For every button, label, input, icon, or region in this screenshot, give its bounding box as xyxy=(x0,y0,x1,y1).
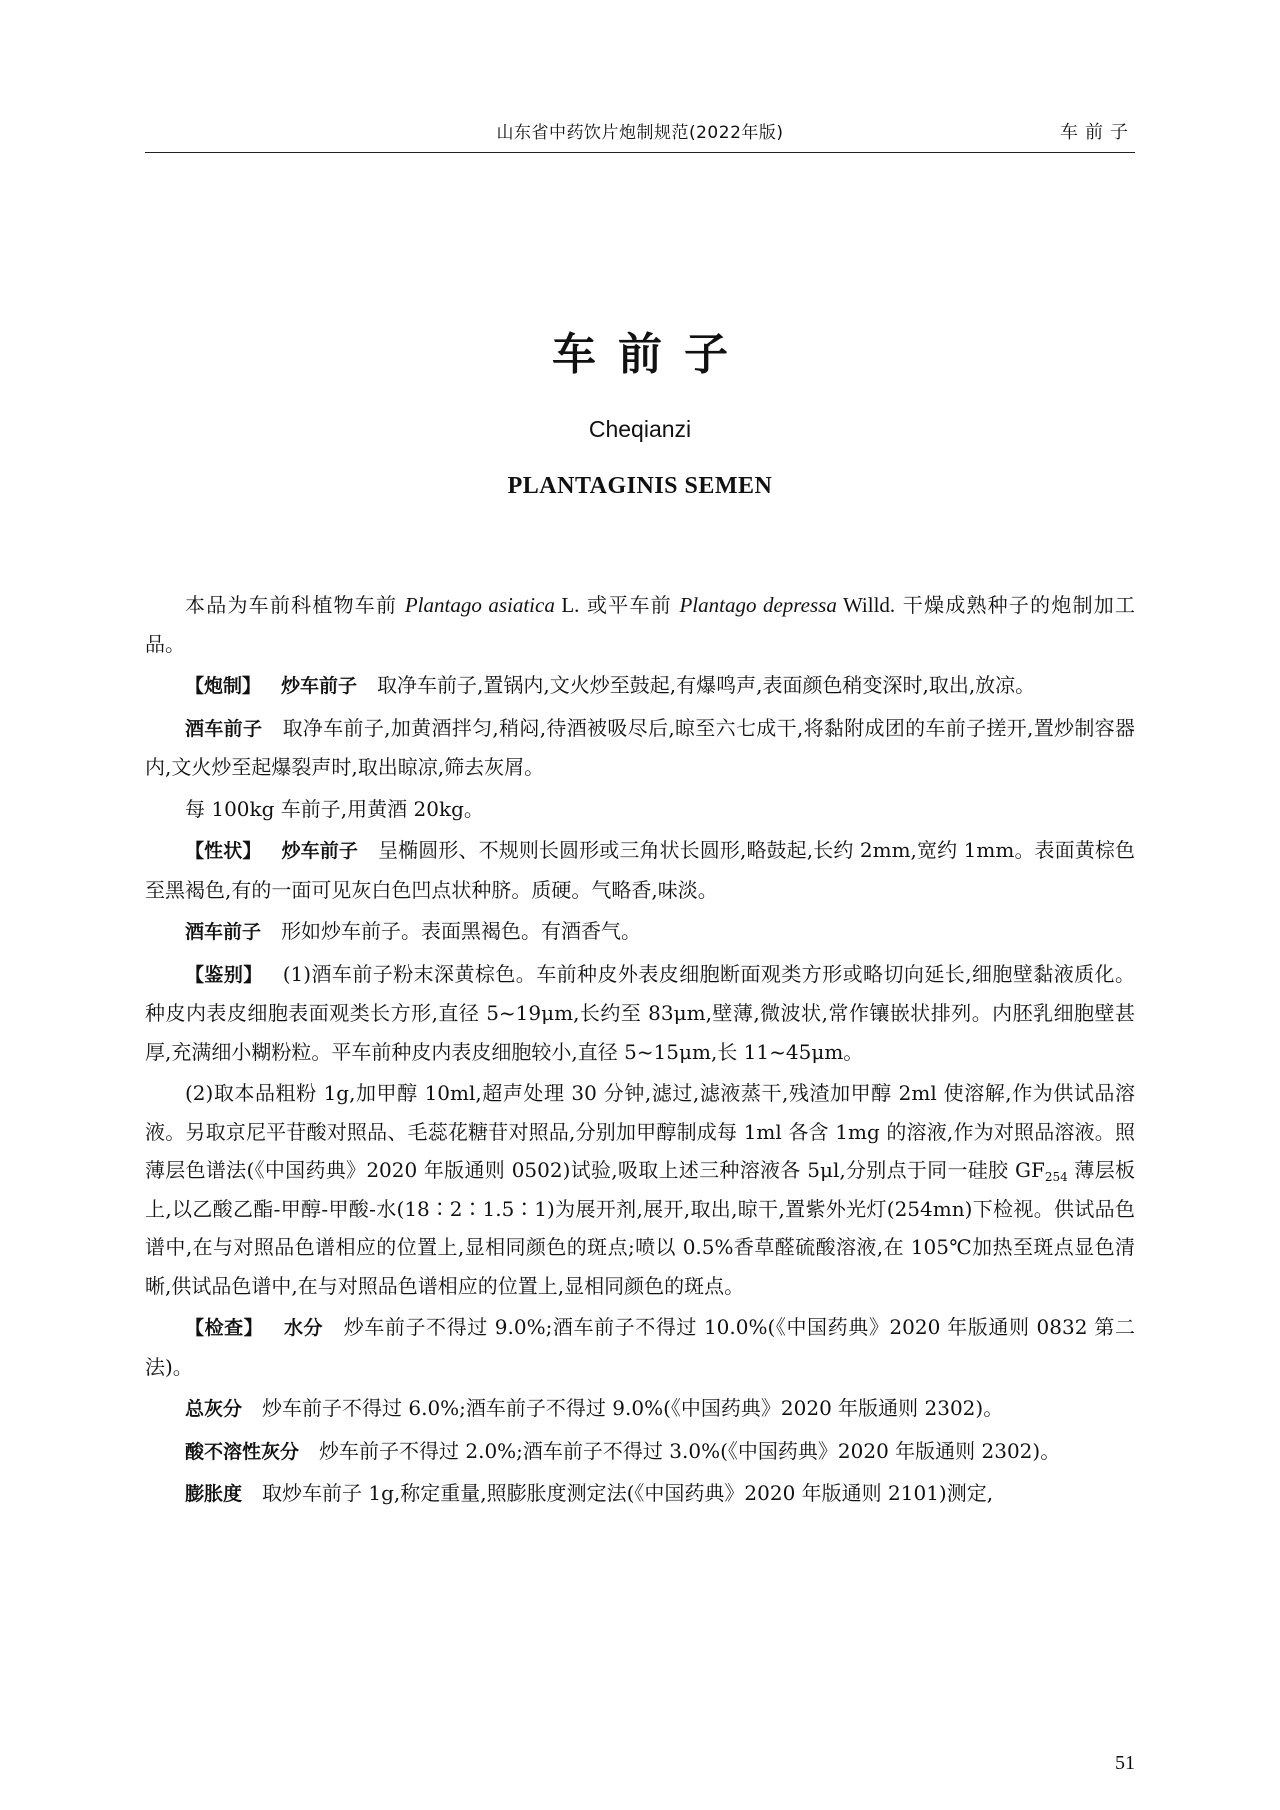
page-number: 51 xyxy=(1115,1752,1135,1774)
intro-text: 干燥成熟种子的炮制加工品。 xyxy=(145,593,1136,656)
inspection-paragraph xyxy=(145,1432,1135,1472)
item-name: 膨胀度 xyxy=(185,1483,243,1505)
species-name: Plantago depressa xyxy=(679,593,837,617)
running-title: 车前子 xyxy=(1060,122,1135,143)
species-author: Willd. xyxy=(836,593,896,617)
inspection-paragraph xyxy=(145,1474,1135,1514)
identification-paragraph xyxy=(145,1074,1135,1305)
item-text: (2)取本品粗粉 1g,加甲醇 10ml,超声处理 30 分钟,滤过,滤液蒸干,残渣加甲醇 2ml 使溶解,作为供试品溶液。另取京尼平苷酸对照品、毛蕊花糖苷对照品,分别加甲醇制成每 1ml 各含 1mg 的溶液,作为对照品溶液。照薄层色谱法(《中国药典》2020 年版通则 0502)试验,吸取上述三种溶液各 5μl,分别点于同一硅胶 GF xyxy=(145,1081,1135,1182)
item-text: 形如炒车前子。表面黑褐色。有酒香气。 xyxy=(281,919,642,943)
inspection-paragraph xyxy=(145,1308,1135,1386)
item-name: 酒车前子 xyxy=(185,921,262,943)
item-name: 炒车前子 xyxy=(281,840,358,862)
item-text: 呈椭圆形、不规则长圆形或三角状长圆形,略鼓起,长约 2mm,宽约 1mm。表面黄棕色至黑褐色,有的一面可见灰白色凹点状种脐。质硬。气略香,味淡。 xyxy=(145,838,1135,902)
item-text: 取炒车前子 1g,称定重量,照膨胀度测定法(《中国药典》2020 年版通则 2101)测定, xyxy=(262,1481,994,1505)
item-text: 炒车前子不得过 9.0%;酒车前子不得过 10.0%(《中国药典》2020 年版通则 0832 第二法)。 xyxy=(145,1315,1135,1379)
item-text: 薄层板上,以乙酸乙酯-甲醇-甲酸-水(18∶2∶1.5∶1)为展开剂,展开,取出,晾干,置紫外光灯(254mn)下检视。供试品色谱中,在与对照品色谱相应的位置上,显相同颜色的斑点;喷以 0.5%香草醛硫酸溶液,在 105℃加热至斑点显色清晰,供试品色谱中,在与对照品色谱相应的位置上,显相同颜色的斑点。 xyxy=(145,1158,1135,1298)
section-heading-inspection: 【检查】 xyxy=(185,1317,264,1339)
item-text: 炒车前子不得过 6.0%;酒车前子不得过 9.0%(《中国药典》2020 年版通则 2302)。 xyxy=(262,1396,1004,1420)
intro-text: 本品为车前科植物车前 xyxy=(185,593,405,617)
monograph-latin-name: PLANTAGINIS SEMEN xyxy=(507,473,773,499)
book-title: 山东省中药饮片炮制规范(2022年版) xyxy=(496,123,784,143)
monograph-pinyin: Cheqianzi xyxy=(588,416,692,442)
item-text: (1)酒车前子粉末深黄棕色。车前种皮外表皮细胞断面观类方形或略切向延长,细胞壁黏液质化。种皮内表皮细胞表面观类长方形,直径 5~19μm,长约至 83μm,壁薄,微波状,常作镶嵌状排列。内胚乳细胞壁甚厚,充满细小糊粉粒。平车前种皮内表皮细胞较小,直径 5~15μm,长 11~45μm。 xyxy=(145,961,1135,1064)
item-text: 炒车前子不得过 2.0%;酒车前子不得过 3.0%(《中国药典》2020 年版通则 2302)。 xyxy=(319,1438,1061,1463)
item-name: 水分 xyxy=(283,1317,324,1339)
item-name: 总灰分 xyxy=(185,1398,243,1420)
item-name: 酒车前子 xyxy=(185,717,263,740)
item-text: 取净车前子,加黄酒拌匀,稍闷,待酒被吸尽后,晾至六七成干,将黏附成团的车前子搓开,置炒制容器内,文火炒至起爆裂声时,取出晾凉,筛去灰屑。 xyxy=(145,715,1135,779)
processing-paragraph xyxy=(145,666,1135,706)
processing-ratio: 每 100kg 车前子,用黄酒 20kg。 xyxy=(185,796,484,821)
monograph-title-block xyxy=(0,318,1280,500)
running-header xyxy=(145,112,1135,152)
intro-paragraph xyxy=(145,586,1135,663)
intro-text: 或平车前 xyxy=(579,593,680,617)
subscript-text: 254 xyxy=(1044,1170,1068,1184)
description-paragraph xyxy=(145,912,1135,952)
header-divider xyxy=(145,152,1135,153)
section-heading-identification: 【鉴别】 xyxy=(185,963,263,986)
identification-paragraph xyxy=(145,955,1135,1072)
item-name: 炒车前子 xyxy=(281,675,358,697)
species-author: L. xyxy=(554,593,580,617)
item-name: 酸不溶性灰分 xyxy=(185,1440,300,1463)
monograph-body xyxy=(145,586,1135,1517)
description-paragraph xyxy=(145,831,1135,909)
section-heading-description: 【性状】 xyxy=(185,840,262,862)
item-text: 取净车前子,置锅内,文火炒至鼓起,有爆鸣声,表面颜色稍变深时,取出,放凉。 xyxy=(377,673,1036,697)
species-name: Plantago asiatica xyxy=(404,593,555,617)
section-heading-processing: 【炮制】 xyxy=(185,675,262,697)
processing-paragraph xyxy=(145,709,1135,787)
inspection-paragraph xyxy=(145,1389,1135,1429)
monograph-title: 车前子 xyxy=(552,329,750,380)
